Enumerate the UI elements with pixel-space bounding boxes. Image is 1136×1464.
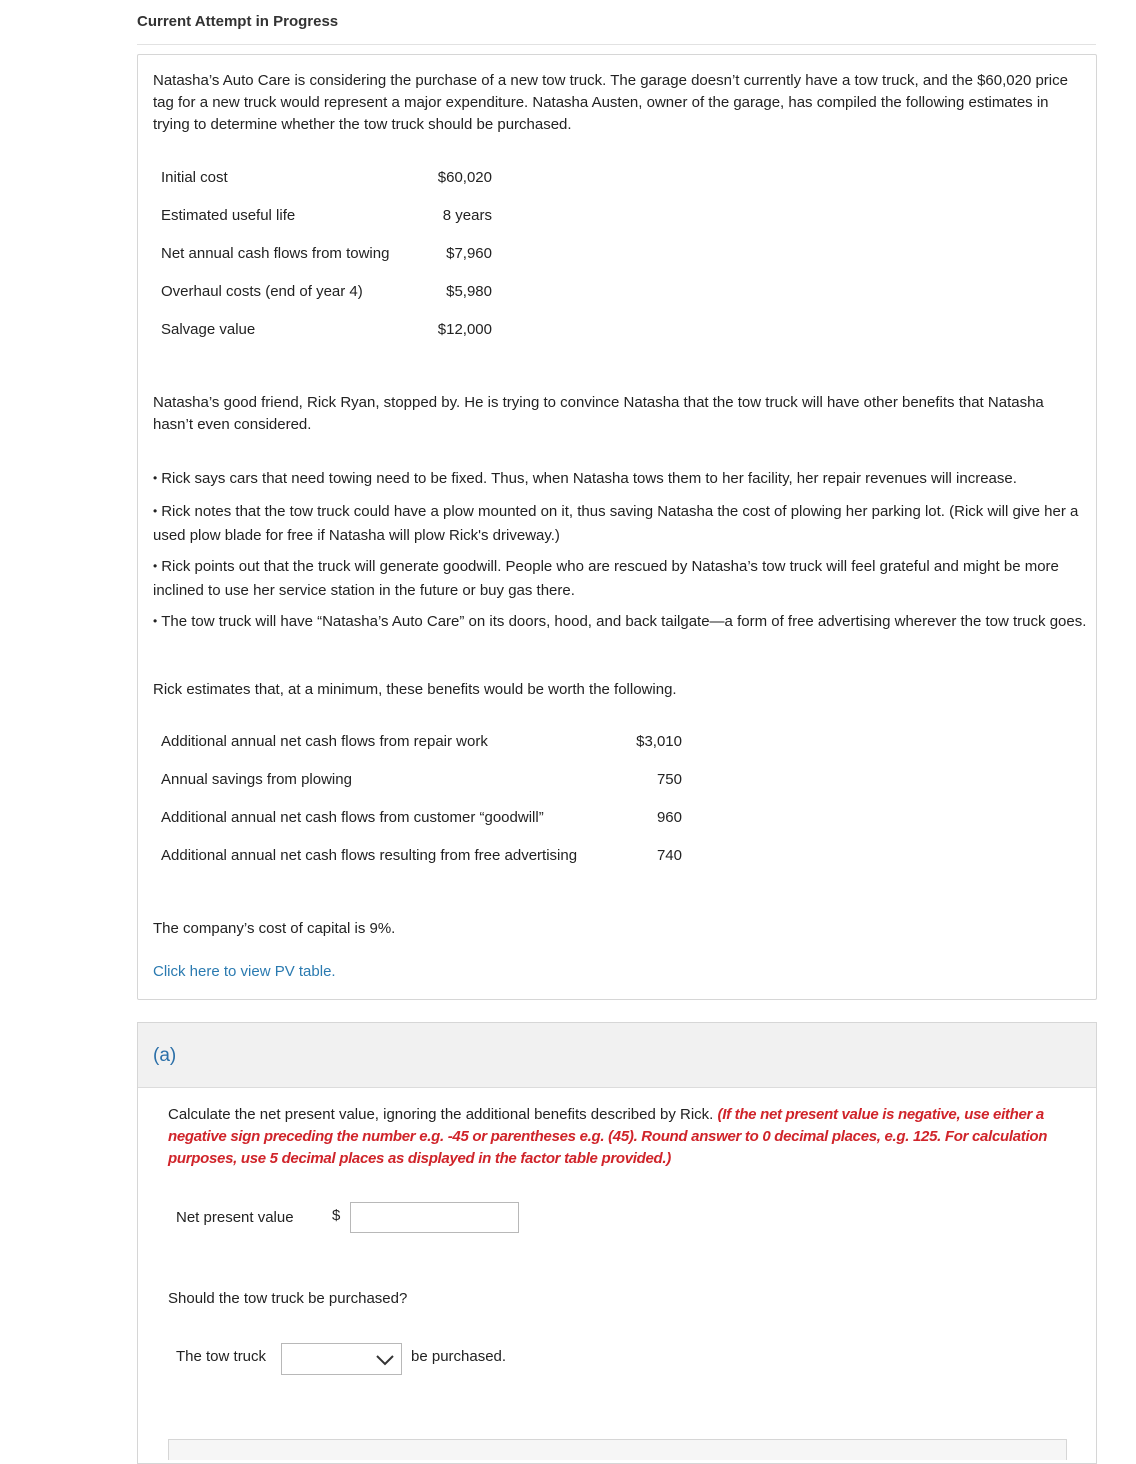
- purchase-question: Should the tow truck be purchased?: [168, 1290, 408, 1307]
- bullet-dot: •: [153, 559, 158, 573]
- benefit-label: Annual savings from plowing: [161, 771, 352, 788]
- friend-paragraph: Natasha’s good friend, Rick Ryan, stopped by. He is trying to convince Natasha that the tow truck will have other benefits that Natasha hasn’t even considered.: [153, 394, 1044, 433]
- problem-statement: [137, 54, 1097, 1000]
- estimate-intro: Rick estimates that, at a minimum, these benefits would be worth the following.: [153, 681, 677, 698]
- benefit-value: 740: [656, 847, 682, 864]
- chevron-down-icon: [375, 1353, 395, 1367]
- header-divider: [137, 44, 1096, 45]
- npv-input[interactable]: [350, 1202, 519, 1233]
- bullet-text: Rick notes that the tow truck could have a plow mounted on it, thus saving Natasha the cost of plowing her parking lot. (Rick will give her a used plow blade for free if Natasha will plow Rick's driveway.): [153, 503, 1079, 544]
- benefit-bullet: [153, 555, 1088, 603]
- estimate-label: Overhaul costs (end of year 4): [161, 283, 363, 300]
- page-title: Current Attempt in Progress: [137, 13, 339, 30]
- answer-panel-edge: [168, 1439, 1067, 1460]
- be-purchased-label: be purchased.: [411, 1348, 507, 1365]
- benefit-bullet: [153, 467, 1088, 491]
- part-letter: (a): [153, 1045, 177, 1066]
- benefit-label: Additional annual net cash flows resulting from free advertising: [161, 847, 578, 864]
- instructions: [168, 1104, 1068, 1170]
- cost-of-capital: The company’s cost of capital is 9%.: [153, 920, 396, 937]
- benefit-bullet: [153, 500, 1088, 548]
- estimate-value: $5,980: [446, 283, 492, 300]
- part-a-panel: [137, 1022, 1097, 1464]
- instruction-note: (If the net present value is negative, use either a negative sign preceding the number e.g. -45 or parentheses e.g. (45). Round answer to 0 decimal places, e.g. 125. For calculation purposes, use 5 decimal places as displayed in the factor table provided.): [168, 1106, 1048, 1167]
- estimate-label: Initial cost: [161, 169, 228, 186]
- estimate-value: $60,020: [437, 169, 492, 186]
- benefit-value: $3,010: [636, 733, 682, 750]
- estimate-value: 8 years: [442, 207, 492, 224]
- estimate-value: $7,960: [446, 245, 492, 262]
- intro-paragraph: Natasha’s Auto Care is considering the purchase of a new tow truck. The garage doesn’t currently have a tow truck, and the $60,020 price tag for a new truck would represent a major expenditure. Natasha Austen, owner of the garage, has compiled the following estimates in trying to determine whether the tow truck should be purchased.: [153, 72, 1068, 133]
- estimate-label: Estimated useful life: [161, 207, 296, 224]
- benefit-bullet: [153, 610, 1088, 634]
- tow-truck-label: The tow truck: [176, 1348, 267, 1365]
- bullet-dot: •: [153, 471, 158, 485]
- bullet-text: The tow truck will have “Natasha’s Auto Care” on its doors, hood, and back tailgate—a form of free advertising wherever the tow truck goes.: [161, 613, 1087, 630]
- estimate-value: $12,000: [437, 321, 492, 338]
- bullet-text: Rick says cars that need towing need to be fixed. Thus, when Natasha tows them to her facility, her repair revenues will increase.: [161, 470, 1017, 487]
- purchase-decision-select[interactable]: [281, 1343, 402, 1375]
- currency-symbol: $: [332, 1207, 341, 1224]
- estimate-label: Net annual cash flows from towing: [161, 245, 390, 262]
- bullet-text: Rick points out that the truck will generate goodwill. People who are rescued by Natasha’s tow truck will feel grateful and might be more inclined to use her service station in the future or buy gas there.: [153, 558, 1059, 599]
- benefit-label: Additional annual net cash flows from repair work: [161, 733, 488, 750]
- bullet-dot: •: [153, 614, 158, 628]
- benefit-value: 750: [656, 771, 682, 788]
- part-a-header: [138, 1023, 1096, 1088]
- benefit-value: 960: [656, 809, 682, 826]
- instruction-text: Calculate the net present value, ignoring the additional benefits described by Rick.: [168, 1106, 718, 1123]
- benefit-label: Additional annual net cash flows from customer “goodwill”: [161, 809, 544, 826]
- estimate-label: Salvage value: [161, 321, 256, 338]
- bullet-dot: •: [153, 504, 158, 518]
- pv-table-link[interactable]: Click here to view PV table.: [153, 963, 336, 980]
- npv-label: Net present value: [176, 1209, 294, 1226]
